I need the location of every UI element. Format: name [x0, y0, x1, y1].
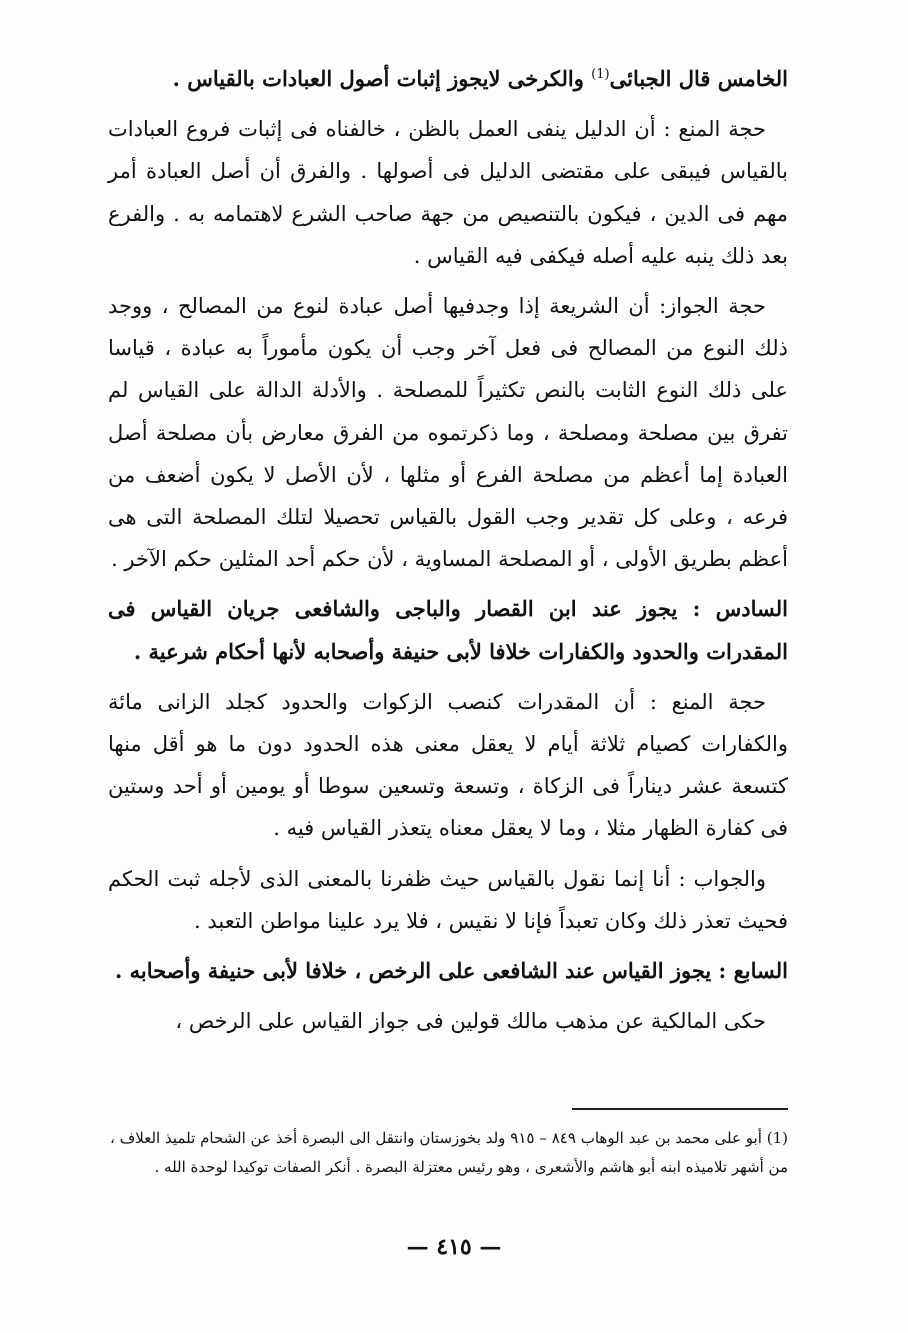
paragraph-text: والجواب : أنا إنما نقول بالقياس حيث ظفرنا بالمعنى الذى لأجله ثبت الحكم فحيث تعذر ذلك وكان تعبداً فإنا لا نقيس ، فلا يرد علينا مواطن التعبد .: [108, 866, 788, 933]
page-number: — ٤١٥ —: [406, 1234, 502, 1260]
paragraph-fifth-permission-argument: [108, 285, 788, 580]
footnote: (1) أبو على محمد بن عبد الوهاب ٨٤٩ – ٩١٥ ولد بخوزستان وانتقل الى البصرة أخذ عن الشحام تلميذ العلاف ، من أشهر تلاميذه ابنه أبو هاشم والأشعرى ، وهو رئيس معتزلة البصرة . أنكر الصفات توكيدا لوحدة الله .: [110, 1129, 788, 1176]
main-text: [108, 58, 788, 1050]
paragraph-text: حجة الجواز: أن الشريعة إذا وجدفيها أصل عبادة لنوع من المصالح ، ووجد ذلك النوع من المصالح فى فعل آخر وجب أن يكون مأموراً به عبادة ، قياسا على ذلك النوع الثابت بالنص تكثيراً للمصلحة . والأدلة الدالة على القياس لم تفرق بين مصلحة ومصلحة ، وما ذكرتموه من الفرق معارض بأن مصلحة أصل العبادة إما أعظم من مصلحة الفرع أو مثلها ، لأن الأصل لا يكون أضعف من فرعه ، وعلى كل تقدير وجب القول بالقياس تحصيلا لتلك المصلحة التى هى أعظم بطريق الأولى ، أو المصلحة المساوية ، لأن حكم أحد المثلين حكم الآخر .: [108, 294, 788, 572]
paragraph-fifth-heading: [108, 58, 788, 100]
paragraph-text: حكى المالكية عن مذهب مالك قولين فى جواز القياس على الرخص ،: [175, 1009, 766, 1034]
paragraph-sixth-answer: [108, 858, 788, 942]
paragraph-text: حجة المنع : أن الدليل ينفى العمل بالظن ، خالفناه فى إثبات فروع العبادات بالقياس فيبقى على مقتضى الدليل فى أصولها . والفرق أن أصل العبادة أمر مهم فى الدين ، فيكون بالتنصيص من جهة صاحب الشرع لاهتمامه به . والفرع بعد ذلك ينبه عليه أصله فيكفى فيه القياس .: [108, 117, 788, 268]
paragraph-text: حجة المنع : أن المقدرات كنصب الزكوات والحدود كجلد الزانى مائة والكفارات كصيام ثلاثة أيام لا يعقل معنى هذه الحدود دون ما هو أقل منها كتسعة عشر ديناراً فى الزكاة ، وتسعة وتسعين سوطا أو يومين أو أحد وستين فى كفارة الظهار مثلا ، وما لا يعقل معناه يتعذر القياس فيه .: [108, 689, 788, 841]
paragraph-sixth-prohibition-argument: [108, 681, 788, 850]
paragraph-fifth-prohibition-argument: [108, 108, 788, 277]
paragraph-seventh-opening: [108, 1000, 788, 1042]
footnote-reference: (1): [591, 67, 610, 82]
sixth-heading: السادس : يجوز عند ابن القصار والباجى والشافعى جريان القياس فى المقدرات والحدود والكفارات خلافا لأبى حنيفة وأصحابه لأنها أحكام شرعية .: [108, 596, 788, 664]
seventh-heading: السابع : يجوز القياس عند الشافعى على الرخص ، خلافا لأبى حنيفة وأصحابه .: [114, 958, 788, 984]
paragraph-seventh-heading: [108, 950, 788, 992]
footnote-divider: [572, 1108, 788, 1110]
paragraph-sixth-heading: [108, 588, 788, 672]
fifth-heading-rest: والكرخى لايجوز إثبات أصول العبادات بالقياس .: [172, 66, 592, 91]
fifth-heading-lead: الخامس قال الجبائى: [609, 66, 788, 91]
